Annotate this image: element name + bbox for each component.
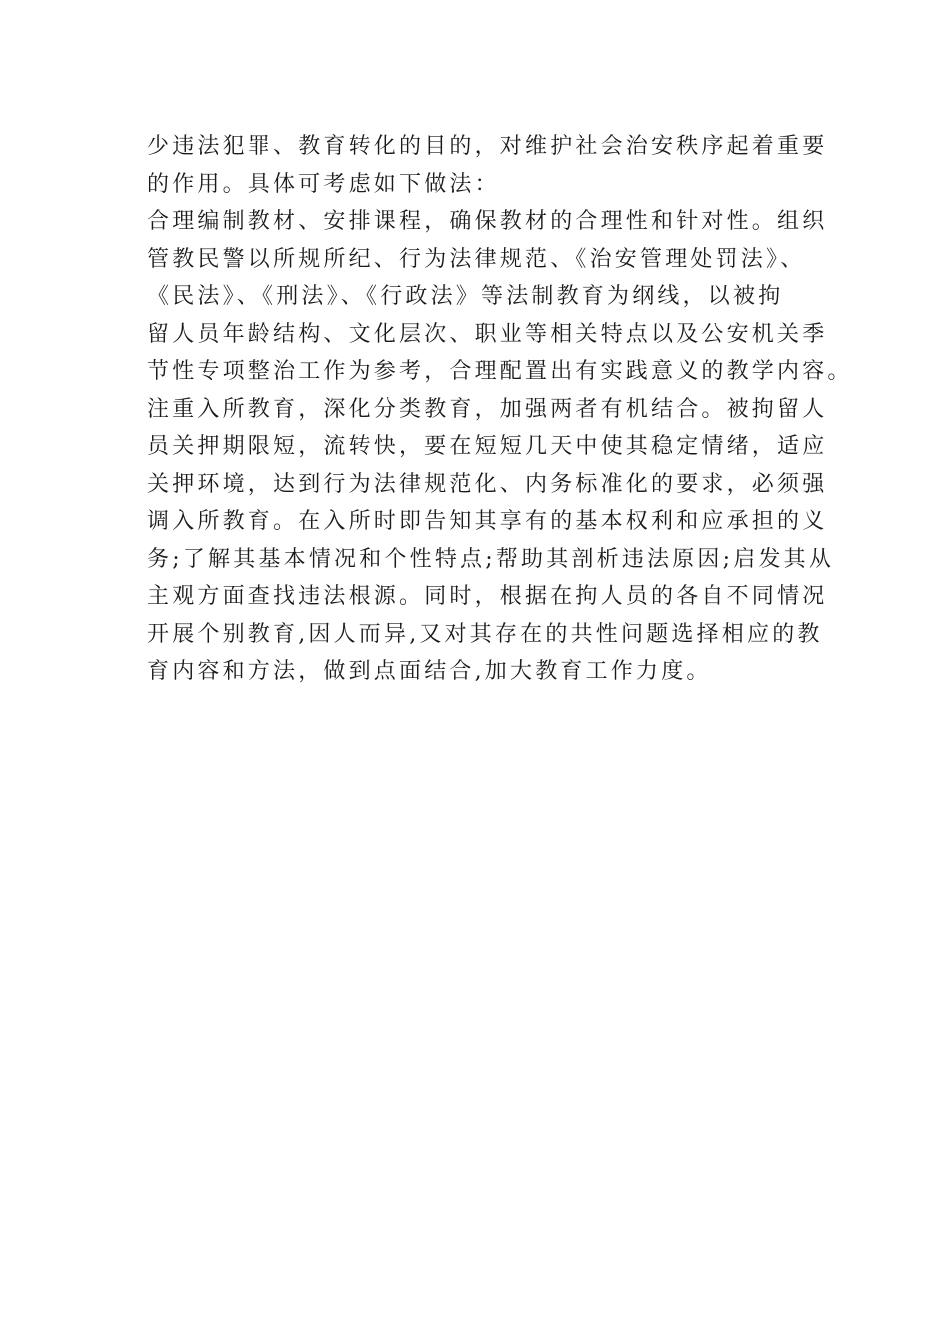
text-line: 管教民警以所规所纪、行为法律规范、《治安管理处罚法》、 [147, 246, 806, 272]
text-line: 员关押期限短，流转快，要在短短几天中使其稳定情绪，适应 [147, 434, 828, 459]
text-line: 开展个别教育,因人而异,又对其存在的共性问题选择相应的教 [147, 621, 823, 647]
text-line: 节性专项整治工作为参考，合理配置出有实践意义的教学内容。 [147, 359, 853, 384]
text-line: 主观方面查找违法根源。同时，根据在拘人员的各自不同情况 [147, 584, 828, 609]
body-text [147, 128, 853, 691]
text-line: 调入所教育。在入所时即告知其享有的基本权利和应承担的义 [147, 509, 828, 534]
text-line: 《民法》、《刑法》、《行政法》等法制教育为纲线，以被拘 [147, 284, 784, 309]
text-line: 育内容和方法，做到点面结合,加大教育工作力度。 [147, 659, 712, 684]
text-line: 关押环境，达到行为法律规范化、内务标准化的要求，必须强 [147, 471, 828, 497]
text-line: 注重入所教育，深化分类教育，加强两者有机结合。被拘留人 [147, 396, 828, 422]
text-line: 务;了解其基本情况和个性特点;帮助其剖析违法原因;启发其从 [147, 546, 835, 572]
text-line: 留人员年龄结构、文化层次、职业等相关特点以及公安机关季 [147, 321, 828, 347]
text-line: 少违法犯罪、教育转化的目的，对维护社会治安秩序起着重要 [147, 134, 828, 159]
text-line: 合理编制教材、安排课程，确保教材的合理性和针对性。组织 [147, 209, 828, 234]
text-line: 的作用。具体可考虑如下做法： [147, 171, 500, 197]
